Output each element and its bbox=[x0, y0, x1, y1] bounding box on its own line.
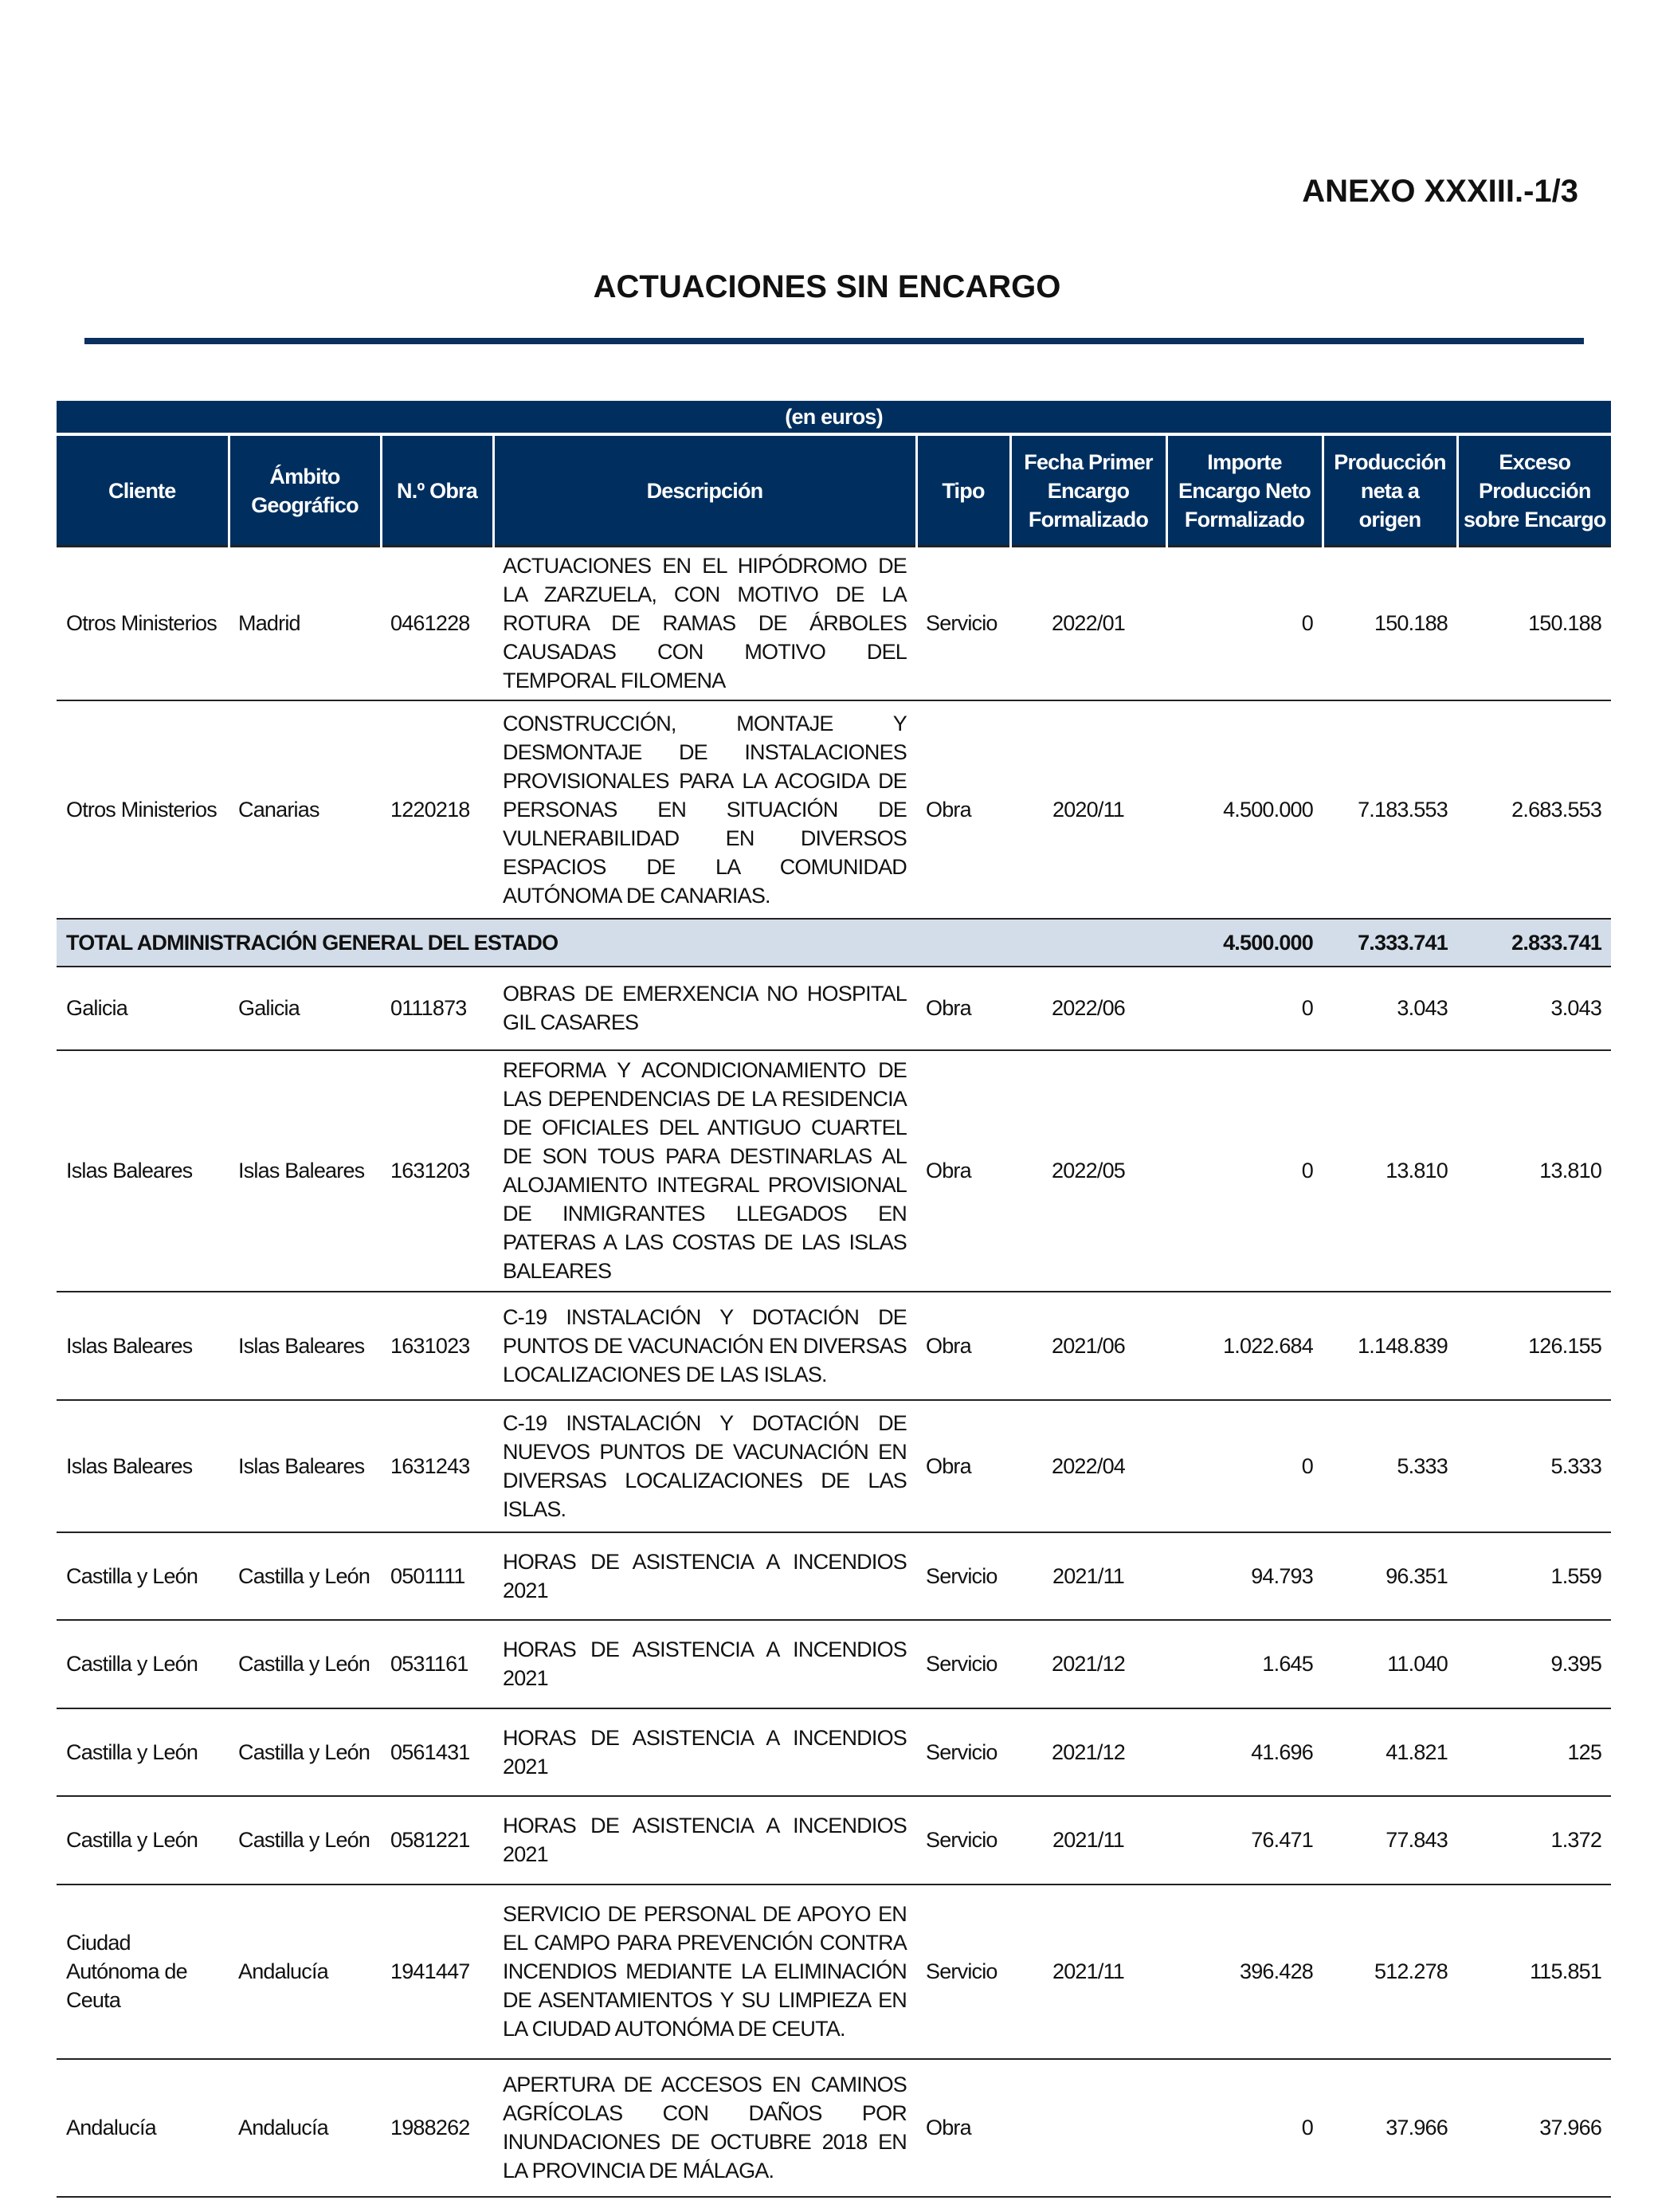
cell-tipo: Servicio bbox=[926, 1828, 997, 1852]
actuaciones-table bbox=[57, 401, 1611, 2198]
table-row bbox=[57, 967, 1611, 1050]
cell-fecha: 2022/04 bbox=[1052, 1453, 1125, 1478]
cell-tipo: Servicio bbox=[926, 1652, 997, 1676]
header-produccion: Producción neta a origen bbox=[1323, 434, 1457, 547]
table-row bbox=[57, 1796, 1611, 1885]
cell-tipo: Obra bbox=[926, 1333, 971, 1358]
table-row bbox=[57, 1292, 1611, 1400]
cell-ambito: Castilla y León bbox=[238, 1739, 370, 1764]
cell-obra: 0501111 bbox=[390, 1563, 465, 1588]
header-descripcion: Descripción bbox=[493, 434, 916, 547]
cell-cliente: Otros Ministerios bbox=[66, 797, 217, 822]
cell-produccion: 11.040 bbox=[1387, 1652, 1448, 1676]
cell-desc: HORAS DE ASISTENCIA A INCENDIOS 2021 bbox=[503, 1725, 907, 1779]
table-row bbox=[57, 1620, 1611, 1708]
cell-exceso: 125 bbox=[1567, 1739, 1602, 1764]
cell-importe: 0 bbox=[1301, 611, 1313, 636]
cell-ambito: Islas Baleares bbox=[238, 1453, 365, 1478]
cell-exceso: 3.043 bbox=[1550, 996, 1602, 1020]
cell-fecha: 2021/06 bbox=[1052, 1333, 1125, 1358]
cell-ambito: Canarias bbox=[238, 797, 319, 822]
cell-produccion: 1.148.839 bbox=[1358, 1333, 1448, 1358]
header-tipo: Tipo bbox=[916, 434, 1010, 547]
cell-obra: 0581221 bbox=[390, 1828, 470, 1852]
cell-cliente: Islas Baleares bbox=[66, 1453, 193, 1478]
cell-importe: 0 bbox=[1301, 996, 1313, 1020]
table-row bbox=[57, 1050, 1611, 1292]
cell-ambito: Galicia bbox=[238, 996, 300, 1020]
cell-produccion: 7.183.553 bbox=[1358, 797, 1448, 822]
cell-desc: OBRAS DE EMERXENCIA NO HOSPITAL GIL CASARES bbox=[503, 982, 907, 1034]
total-row bbox=[57, 919, 1611, 967]
cell-importe: 1.022.684 bbox=[1223, 1333, 1313, 1358]
cell-desc: APERTURA DE ACCESOS EN CAMINOS AGRÍCOLAS CON DAÑOS POR INUNDACIONES DE OCTUBRE 2018 EN LA PROVINCIA DE MÁLAGA. bbox=[503, 2073, 907, 2183]
cell-cliente: Andalucía bbox=[66, 2116, 156, 2139]
cell-obra: 0561431 bbox=[390, 1739, 470, 1764]
cell-cliente: Castilla y León bbox=[66, 1828, 198, 1852]
cell-ambito: Andalucía bbox=[238, 1959, 328, 1983]
cell-desc: HORAS DE ASISTENCIA A INCENDIOS 2021 bbox=[503, 1549, 907, 1602]
cell-fecha: 2022/01 bbox=[1052, 611, 1125, 636]
cell-tipo: Obra bbox=[926, 1159, 971, 1182]
cell-tipo: Obra bbox=[926, 996, 971, 1020]
cell-desc: CONSTRUCCIÓN, MONTAJE Y DESMONTAJE DE INSTALACIONES PROVISIONALES PARA LA ACOGIDA DE PERSONAS EN SITUACIÓN DE VULNERABILIDAD EN DIVERSOS ESPACIOS DE LA COMUNIDAD AUTÓNOMA DE CANARIAS. bbox=[503, 711, 907, 908]
cell-exceso: 150.188 bbox=[1528, 611, 1602, 636]
cell-importe: 4.500.000 bbox=[1223, 797, 1313, 822]
cell-tipo: Servicio bbox=[926, 1959, 997, 1983]
cell-obra: 1941447 bbox=[390, 1959, 470, 1983]
cell-produccion: 150.188 bbox=[1374, 611, 1448, 636]
total-produccion: 7.333.741 bbox=[1323, 919, 1457, 967]
cell-importe: 396.428 bbox=[1240, 1959, 1313, 1983]
total-exceso: 2.833.741 bbox=[1457, 919, 1611, 967]
header-exceso: Exceso Producción sobre Encargo bbox=[1457, 434, 1611, 547]
cell-importe: 76.471 bbox=[1251, 1828, 1313, 1852]
cell-importe: 94.793 bbox=[1251, 1563, 1313, 1588]
cell-obra: 0461228 bbox=[390, 611, 470, 636]
cell-desc: HORAS DE ASISTENCIA A INCENDIOS 2021 bbox=[503, 1637, 907, 1690]
cell-importe: 41.696 bbox=[1251, 1739, 1313, 1764]
cell-exceso: 2.683.553 bbox=[1511, 797, 1602, 822]
cell-exceso: 126.155 bbox=[1528, 1333, 1602, 1358]
cell-tipo: Obra bbox=[926, 2116, 971, 2139]
cell-obra: 0111873 bbox=[390, 996, 467, 1020]
header-cliente: Cliente bbox=[57, 434, 229, 547]
cell-produccion: 5.333 bbox=[1397, 1453, 1448, 1478]
header-importe: Importe Encargo Neto Formalizado bbox=[1166, 434, 1323, 547]
cell-fecha: 2021/11 bbox=[1052, 1563, 1124, 1588]
cell-exceso: 115.851 bbox=[1530, 1959, 1602, 1983]
cell-tipo: Servicio bbox=[926, 611, 997, 636]
cell-produccion: 37.966 bbox=[1386, 2116, 1448, 2139]
table-row bbox=[57, 1532, 1611, 1620]
cell-tipo: Servicio bbox=[926, 1739, 997, 1764]
cell-desc: C-19 INSTALACIÓN Y DOTACIÓN DE PUNTOS DE VACUNACIÓN EN DIVERSAS LOCALIZACIONES DE LAS ISLAS. bbox=[503, 1304, 907, 1386]
cell-produccion: 96.351 bbox=[1386, 1563, 1448, 1588]
cell-exceso: 1.559 bbox=[1550, 1563, 1602, 1588]
table-row bbox=[57, 1885, 1611, 2059]
header-obra: N.º Obra bbox=[381, 434, 493, 547]
cell-fecha: 2022/05 bbox=[1052, 1159, 1125, 1182]
total-label: TOTAL ADMINISTRACIÓN GENERAL DEL ESTADO bbox=[57, 919, 1166, 967]
cell-produccion: 41.821 bbox=[1386, 1739, 1448, 1764]
cell-fecha: 2022/06 bbox=[1052, 996, 1125, 1020]
cell-cliente: Islas Baleares bbox=[66, 1159, 193, 1182]
cell-tipo: Obra bbox=[926, 1453, 971, 1478]
cell-obra: 0531161 bbox=[390, 1652, 468, 1676]
cell-cliente: Otros Ministerios bbox=[66, 611, 217, 636]
header-ambito: Ámbito Geográfico bbox=[229, 434, 381, 547]
cell-desc: HORAS DE ASISTENCIA A INCENDIOS 2021 bbox=[503, 1814, 907, 1866]
cell-desc: C-19 INSTALACIÓN Y DOTACIÓN DE NUEVOS PUNTOS DE VACUNACIÓN EN DIVERSAS LOCALIZACIONES DE LAS ISLAS. bbox=[503, 1410, 907, 1521]
cell-desc: SERVICIO DE PERSONAL DE APOYO EN EL CAMPO PARA PREVENCIÓN CONTRA INCENDIOS MEDIANTE LA ELIMINACIÓN DE ASENTAMIENTOS Y SU LIMPIEZA EN LA CIUDAD AUTONÓMA DE CEUTA. bbox=[503, 1902, 907, 2041]
cell-ambito: Islas Baleares bbox=[238, 1333, 365, 1358]
cell-exceso: 5.333 bbox=[1550, 1453, 1602, 1478]
units-label: (en euros) bbox=[57, 401, 1611, 434]
cell-importe: 0 bbox=[1301, 1159, 1313, 1182]
cell-fecha: 2021/12 bbox=[1052, 1739, 1125, 1764]
cell-produccion: 512.278 bbox=[1374, 1959, 1448, 1983]
cell-importe: 0 bbox=[1301, 1453, 1313, 1478]
cell-obra: 1220218 bbox=[390, 797, 470, 822]
cell-fecha: 2021/12 bbox=[1052, 1652, 1125, 1676]
table-row bbox=[57, 2059, 1611, 2197]
cell-exceso: 1.372 bbox=[1550, 1828, 1602, 1852]
cell-cliente: Castilla y León bbox=[66, 1652, 198, 1676]
cell-fecha: 2020/11 bbox=[1052, 797, 1124, 822]
cell-cliente: Ciudad Autónoma de Ceuta bbox=[66, 1931, 187, 2012]
table-row bbox=[57, 700, 1611, 919]
cell-cliente: Galicia bbox=[66, 996, 127, 1020]
cell-tipo: Servicio bbox=[926, 1563, 997, 1588]
cell-exceso: 9.395 bbox=[1550, 1652, 1602, 1676]
cell-fecha: 2021/11 bbox=[1052, 1828, 1124, 1852]
cell-tipo: Obra bbox=[926, 797, 971, 822]
cell-cliente: Islas Baleares bbox=[66, 1333, 193, 1358]
header-fecha: Fecha Primer Encargo Formalizado bbox=[1010, 434, 1166, 547]
cell-ambito: Andalucía bbox=[238, 2116, 328, 2139]
table-row bbox=[57, 547, 1611, 700]
cell-ambito: Islas Baleares bbox=[238, 1159, 365, 1182]
cell-ambito: Castilla y León bbox=[238, 1652, 370, 1676]
table-row bbox=[57, 1400, 1611, 1532]
cell-produccion: 3.043 bbox=[1397, 996, 1448, 1020]
title-divider bbox=[84, 338, 1584, 344]
cell-fecha bbox=[1010, 2059, 1166, 2197]
cell-ambito: Madrid bbox=[238, 611, 300, 636]
cell-obra: 1988262 bbox=[390, 2116, 470, 2139]
table-row bbox=[57, 1708, 1611, 1796]
cell-produccion: 13.810 bbox=[1386, 1159, 1448, 1182]
page-title: ACTUACIONES SIN ENCARGO bbox=[593, 269, 1061, 304]
cell-produccion: 77.843 bbox=[1386, 1828, 1448, 1852]
cell-ambito: Castilla y León bbox=[238, 1563, 370, 1588]
cell-fecha: 2021/11 bbox=[1052, 1959, 1124, 1983]
cell-exceso: 13.810 bbox=[1539, 1159, 1602, 1182]
cell-desc: REFORMA Y ACONDICIONAMIENTO DE LAS DEPENDENCIAS DE LA RESIDENCIA DE OFICIALES DEL ANTIGUO CUARTEL DE SON TOUS PARA DESTINARLAS AL ALOJAMIENTO INTEGRAL PROVISIONAL DE INMIGRANTES LLEGADOS EN PATERAS A LAS COSTAS DE LAS ISLAS BALEARES bbox=[503, 1058, 907, 1283]
total-importe: 4.500.000 bbox=[1166, 919, 1323, 967]
cell-obra: 1631203 bbox=[390, 1159, 470, 1182]
cell-cliente: Castilla y León bbox=[66, 1563, 198, 1588]
cell-obra: 1631023 bbox=[390, 1333, 470, 1358]
cell-obra: 1631243 bbox=[390, 1453, 470, 1478]
cell-cliente: Castilla y León bbox=[66, 1739, 198, 1764]
cell-desc: ACTUACIONES EN EL HIPÓDROMO DE LA ZARZUELA, CON MOTIVO DE LA ROTURA DE RAMAS DE ÁRBOLES CAUSADAS CON MOTIVO DEL TEMPORAL FILOMENA bbox=[503, 554, 907, 693]
cell-importe: 0 bbox=[1301, 2116, 1313, 2139]
annex-number: ANEXO XXXIII.-1/3 bbox=[1302, 174, 1578, 209]
cell-importe: 1.645 bbox=[1262, 1652, 1313, 1676]
cell-exceso: 37.966 bbox=[1539, 2116, 1602, 2139]
cell-ambito: Castilla y León bbox=[238, 1828, 370, 1852]
